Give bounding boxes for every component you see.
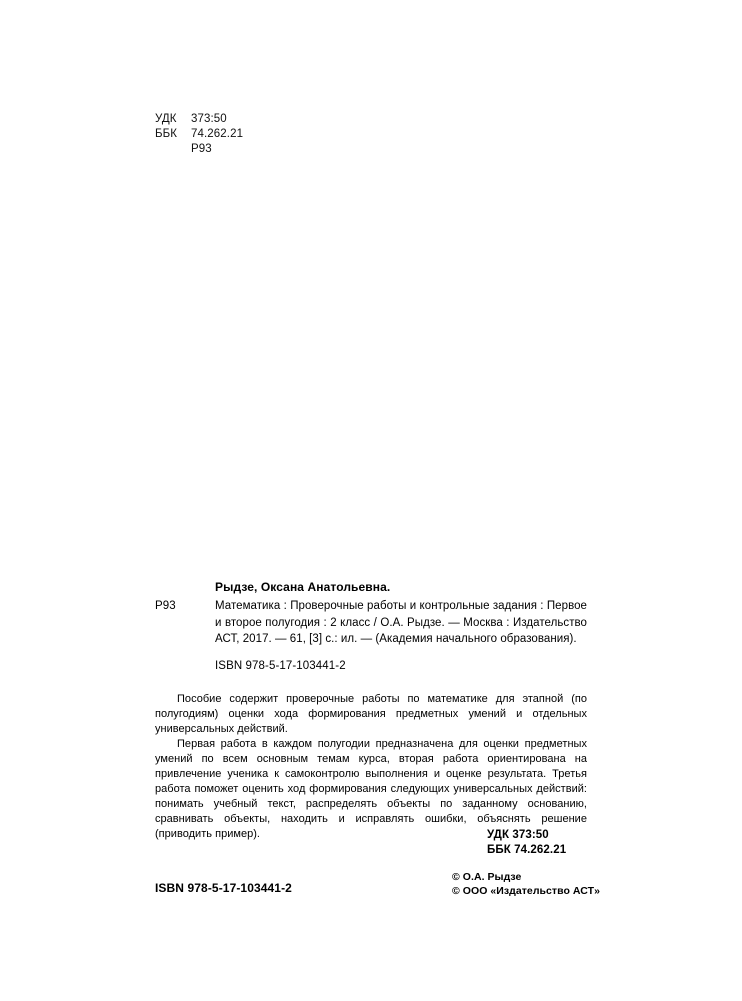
cataloging-entry: [155, 580, 587, 672]
classification-block-bottom: [487, 828, 566, 858]
author-name: Рыдзе, Оксана Анатольевна.: [215, 580, 391, 594]
copyright-author: © О.А. Рыдзе: [452, 871, 522, 883]
classification-bottom-bbk: ББК 74.262.21: [487, 844, 567, 856]
classification-value-udk: 373:50: [191, 113, 227, 125]
classification-block-top: [155, 112, 243, 157]
annotation-paragraph-2: Первая работа в каждом полугодии предназначена для оценки предметных умений по всем основным темам курса, вторая работа ориентирована на привлечение ученика к самоконтролю выполнения и оценке результата. Третья работа поможет оценить ход формирования следующих универсальных действий: понимать учебный текст, распределять объекты по заданному основанию, сравнивать объекты, находить и исправлять ошибки, объяснять решение (приводить пример).: [155, 738, 587, 840]
classification-row-bbk: [155, 127, 243, 142]
classification-key-udk: УДК: [155, 113, 177, 125]
description-text: Математика : Проверочные работы и контрольные задания : Первое и второе полугодия : 2 класс / О.А. Рыдзе. — Москва : Издательство АСТ, 2017. — 61, [3] с.: ил. — (Академия начального образования).: [215, 600, 587, 645]
annotation-paragraph-1: Пособие содержит проверочные работы по математике для этапной (по полугодиям) оценки хода формирования предметных умений и отдельных универсальных действий.: [155, 693, 587, 735]
classification-key-bbk: ББК: [155, 128, 178, 140]
classification-value-shelfmark: Р93: [191, 143, 212, 155]
classification-value-bbk: 74.262.21: [191, 128, 244, 140]
classification-row-shelfmark: [155, 142, 243, 157]
bibliographic-description: [155, 598, 587, 648]
isbn-footer: ISBN 978-5-17-103441-2: [155, 881, 292, 895]
copyright-block: [452, 870, 600, 898]
annotation-block: [155, 692, 587, 842]
shelf-mark: Р93: [155, 600, 176, 612]
copyright-publisher: © ООО «Издательство АСТ»: [452, 885, 601, 897]
classification-bottom-udk: УДК 373:50: [487, 829, 549, 841]
isbn-entry: ISBN 978-5-17-103441-2: [215, 659, 346, 672]
classification-key-shelfmark: [155, 142, 191, 157]
classification-row-udk: [155, 112, 243, 127]
